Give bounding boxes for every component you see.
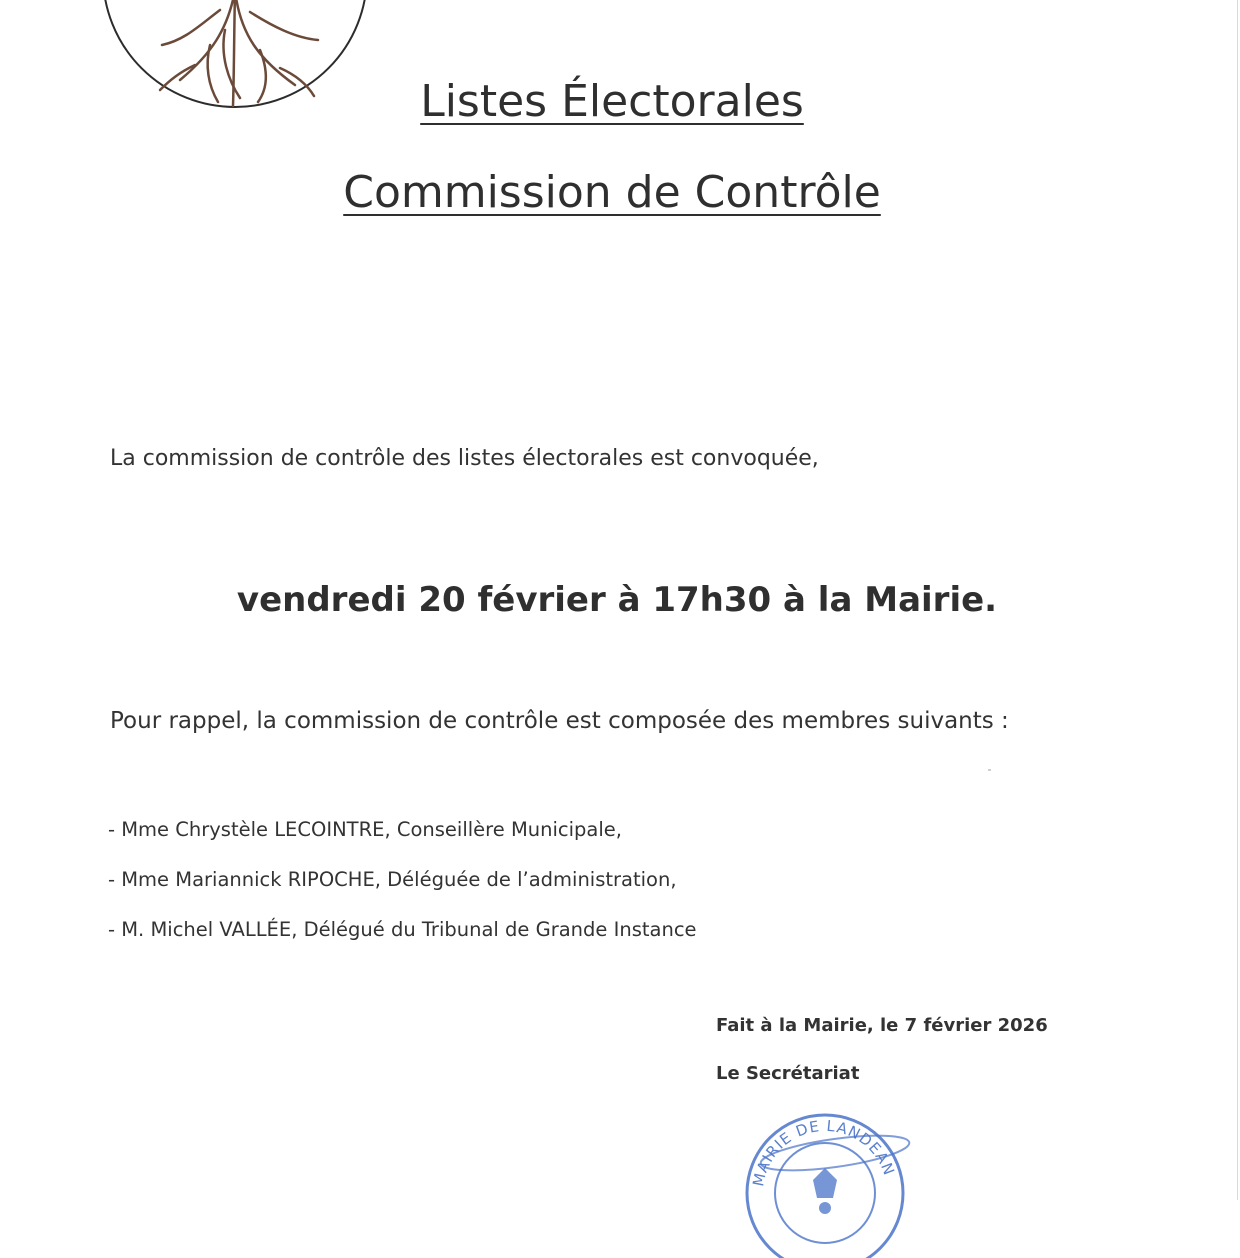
page-title: Listes Électorales xyxy=(420,76,804,127)
page-subtitle: Commission de Contrôle xyxy=(343,167,881,218)
signatory: Le Secrétariat xyxy=(716,1063,860,1084)
reminder-paragraph: Pour rappel, la commission de contrôle est composée des membres suivants : xyxy=(110,708,1009,734)
stamp-text: MAIRIE DE LANDEAN xyxy=(749,1116,899,1188)
meeting-datetime: vendredi 20 février à 17h30 à la Mairie. xyxy=(236,580,998,620)
member-item: - Mme Chrystèle LECOINTRE, Conseillère Municipale, xyxy=(108,818,622,841)
mairie-stamp xyxy=(735,1098,915,1258)
place-date: Fait à la Mairie, le 7 février 2026 xyxy=(716,1015,1048,1036)
member-item: - M. Michel VALLÉE, Délégué du Tribunal de Grande Instance xyxy=(108,918,697,941)
page-edge xyxy=(1237,0,1238,1200)
member-item: - Mme Mariannick RIPOCHE, Déléguée de l’administration, xyxy=(108,868,677,891)
intro-paragraph: La commission de contrôle des listes électorales est convoquée, xyxy=(110,446,819,471)
scan-speck xyxy=(988,769,991,771)
